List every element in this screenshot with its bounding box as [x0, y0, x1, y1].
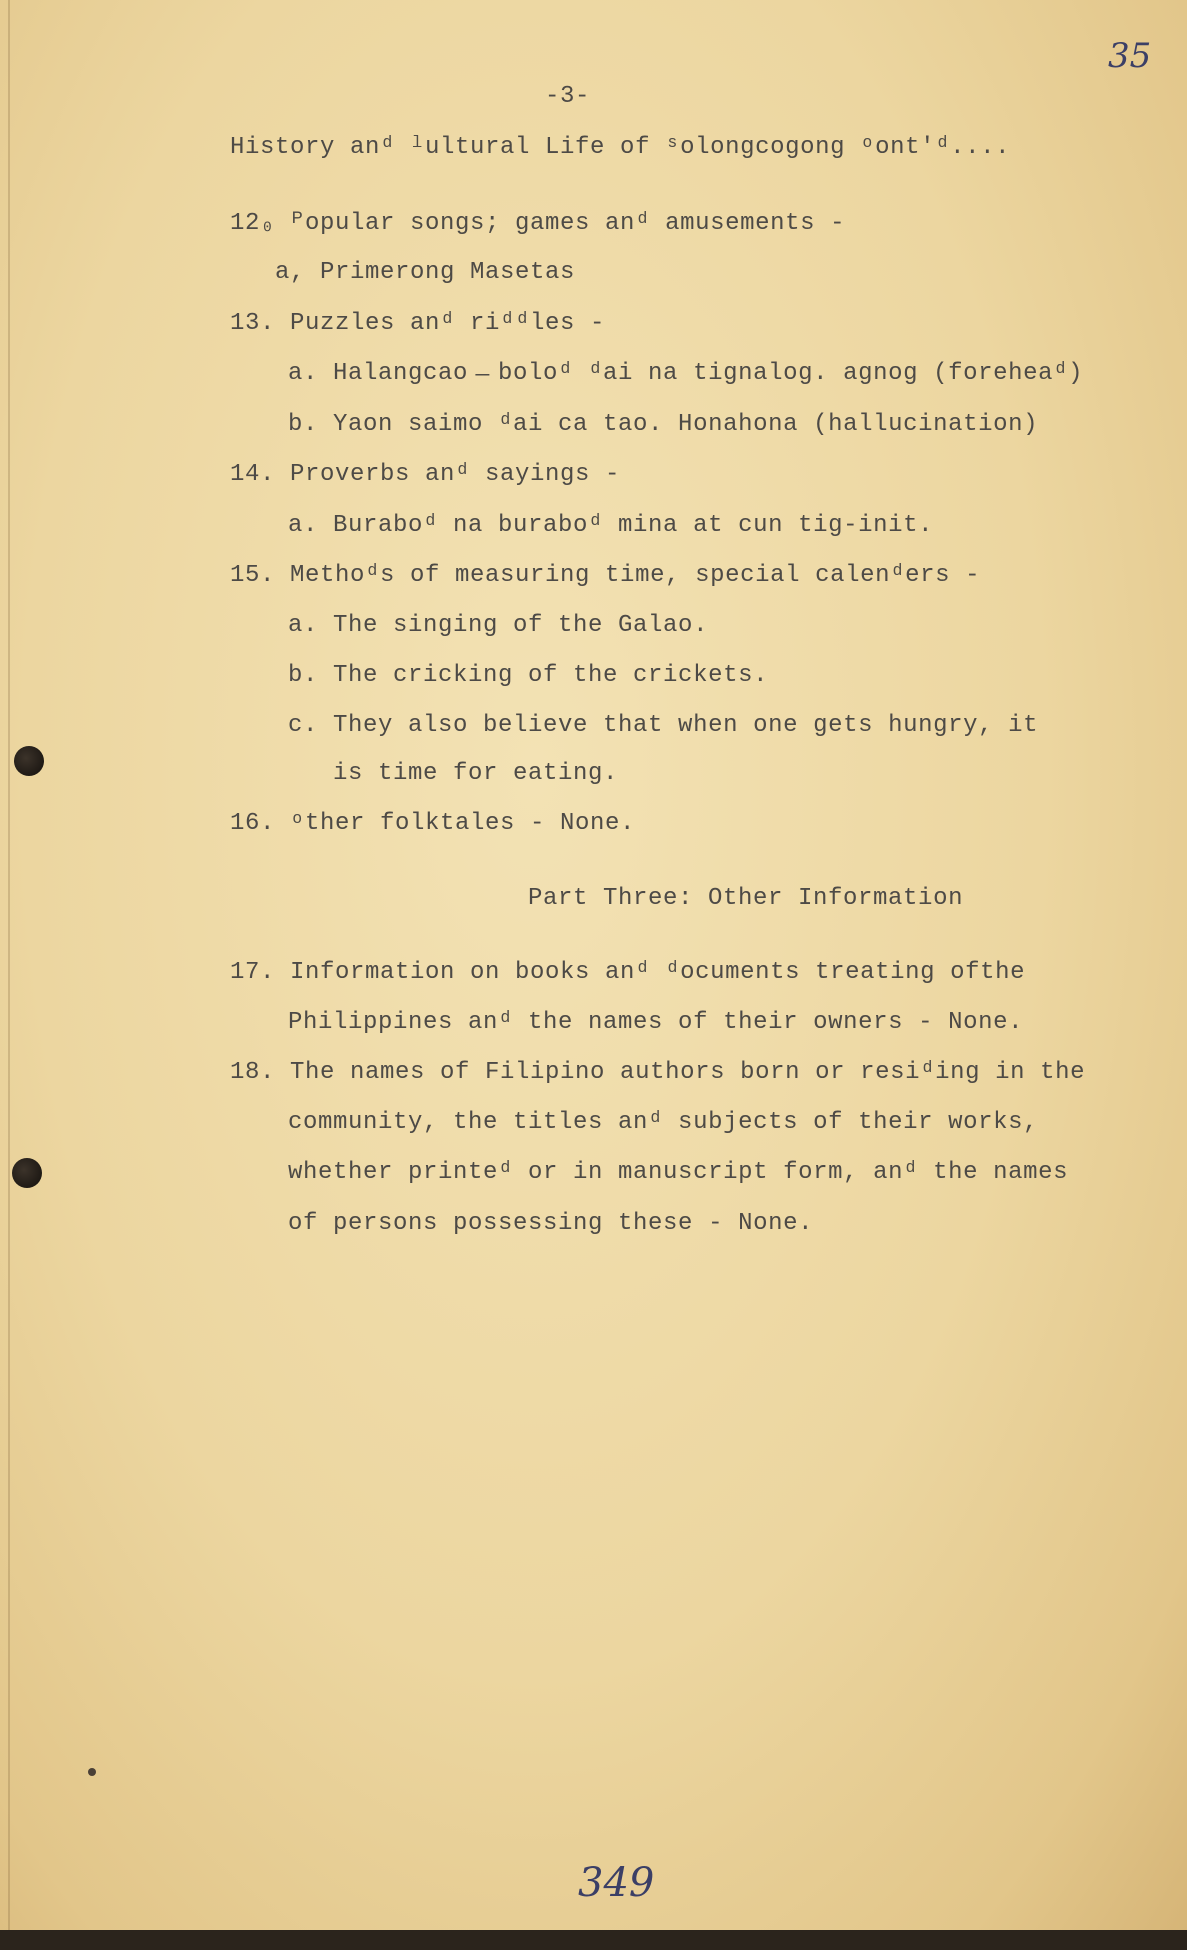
item-15-sub-a: a. The singing of the Galao. [288, 612, 709, 639]
item-12-sub-a: a, Primerong Masetas [275, 259, 576, 286]
punch-hole-upper [14, 746, 44, 776]
item-16-heading: 16. ᵒther folktales - None. [230, 810, 636, 837]
handwritten-footer-number: 349 [578, 1860, 655, 1906]
scan-border [0, 1930, 1187, 1950]
item-18-line2: community, the titles anᵈ subjects of their works, [288, 1109, 1039, 1136]
item-12-heading: 12₀ ᴾopular songs; games anᵈ amusements - [230, 210, 846, 237]
document-header: History anᵈ ˡultural Life of ˢolongcogong ᵒont'ᵈ.... [230, 134, 1011, 161]
item-18-line4: of persons possessing these - None. [288, 1210, 814, 1237]
item-14-sub-a: a. Buraboᵈ na buraboᵈ mina at cun tig-init. [288, 512, 934, 539]
item-15-sub-c-line2: is time for eating. [333, 760, 619, 787]
item-17-line1: 17. Information on books anᵈ ᵈocuments treating ofthe [230, 959, 1026, 986]
item-18-line3: whether printeᵈ or in manuscript form, anᵈ the names [288, 1159, 1069, 1186]
item-14-heading: 14. Proverbs anᵈ sayings - [230, 461, 621, 488]
page-marker: -3- [545, 83, 591, 110]
item-13-sub-b: b. Yaon saimo ᵈai ca tao. Honahona (hallucination) [288, 411, 1039, 438]
item-13-heading: 13. Puzzles anᵈ riᵈᵈles - [230, 310, 606, 337]
ink-speck [88, 1768, 96, 1776]
item-15-sub-c-line1: c. They also believe that when one gets hungry, it [288, 712, 1039, 739]
page-fold [8, 0, 10, 1930]
item-13-sub-a: a. Halangcao ̶ boloᵈ ᵈai na tignalog. agnog (foreheaᵈ) [288, 360, 1084, 387]
item-15-heading: 15. Methoᵈs of measuring time, special calenᵈers - [230, 562, 981, 589]
punch-hole-lower [12, 1158, 42, 1188]
item-17-line2: Philippines anᵈ the names of their owners - None. [288, 1009, 1024, 1036]
item-15-sub-b: b. The cricking of the crickets. [288, 662, 769, 689]
stamp-page-number: 35 [1108, 36, 1152, 76]
part-three-heading: Part Three: Other Information [528, 885, 964, 912]
item-18-line1: 18. The names of Filipino authors born or resiᵈing in the [230, 1059, 1086, 1086]
